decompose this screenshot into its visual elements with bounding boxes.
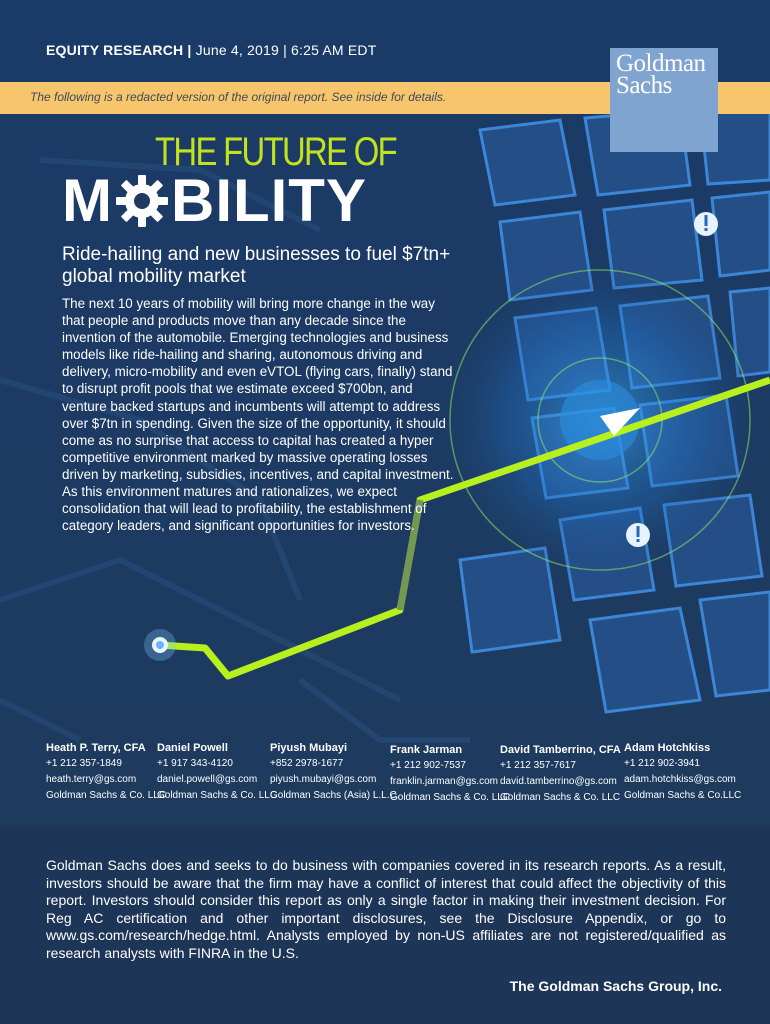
analyst-card: [270, 740, 400, 804]
analyst-email[interactable]: heath.terry@gs.com: [46, 774, 137, 785]
title-letter-m: M: [62, 167, 113, 234]
analyst-card: [157, 740, 277, 804]
logo-line-1: Goldman: [616, 50, 706, 77]
analyst-email[interactable]: david.tamberrino@gs.com: [500, 776, 617, 787]
goldman-sachs-logo: [610, 48, 718, 152]
analyst-phone: +1 212 902-7537: [390, 760, 466, 771]
analyst-email[interactable]: franklin.jarman@gs.com: [390, 776, 498, 787]
header-separator: |: [187, 42, 192, 58]
analyst-name: Adam Hotchkiss: [624, 742, 711, 754]
analyst-phone: +1 917 343-4120: [157, 758, 233, 769]
analyst-name: David Tamberrino, CFA: [500, 744, 621, 756]
analyst-name: Daniel Powell: [157, 742, 228, 754]
analyst-name: Piyush Mubayi: [270, 742, 348, 754]
title-line-2: [62, 166, 367, 235]
analyst-firm: Goldman Sachs & Co. LLC: [157, 790, 278, 801]
report-datetime: June 4, 2019 | 6:25 AM EDT: [195, 42, 377, 58]
redaction-notice: The following is a redacted version of the original report. See inside for details.: [30, 90, 447, 104]
report-summary: The next 10 years of mobility will bring more change in the way that people and products move than any decade since the invention of the automobile. Emerging technologies and business models like ride-hailing and sharing, autonomous driving and delivery, micro-mobility and even eVTOL (flying cars, finally) stand to disrupt profit pools that we estimate exceed $700bn, and venture backed startups and incumbents will attempt to address over $7tn in spending. Given the size of the opportunity, it should come as no surprise that access to capital has created a hyper competitive environment marked by massive operating losses driven by marketing, subsidies, incentives, and capital investment. As this environment matures and rationalizes, we expect consolidation that will lead to profitability, the establishment of category leaders, and significant opportunities for investors.: [62, 296, 454, 534]
analyst-email[interactable]: adam.hotchkiss@gs.com: [624, 774, 736, 785]
title-line-1: THE FUTURE OF: [155, 130, 397, 174]
analyst-name: Frank Jarman: [390, 744, 463, 756]
company-name: The Goldman Sachs Group, Inc.: [509, 978, 722, 994]
analyst-firm: Goldman Sachs (Asia) L.L.C.: [270, 790, 400, 801]
analyst-phone: +1 212 902-3941: [624, 758, 700, 769]
disclosure-text: Goldman Sachs does and seeks to do business with companies covered in its research reports. As a result, investors should be aware that the firm may have a conflict of interest that could affect the objectivity of this report. Investors should consider this report as only a single factor in making their investment decision. For Reg AC certification and other important disclosures, see the Disclosure Appendix, or go to www.gs.com/research/hedge.html. Analysts employed by non-US affiliates are not registered/qualified as research analysts with FINRA in the U.S.: [46, 857, 726, 961]
analyst-card: [46, 740, 166, 804]
analyst-firm: Goldman Sachs & Co. LLC: [46, 790, 167, 801]
report-header: [46, 42, 376, 58]
analyst-list: [0, 740, 770, 810]
analyst-card: [500, 742, 621, 806]
analyst-phone: +1 212 357-1849: [46, 758, 122, 769]
gear-icon: [114, 173, 170, 229]
logo-line-2: Sachs: [616, 72, 672, 99]
report-subtitle: Ride-hailing and new businesses to fuel $7tn+ global mobility market: [62, 244, 451, 287]
analyst-firm: Goldman Sachs & Co. LLC: [390, 792, 511, 803]
analyst-firm: Goldman Sachs & Co.LLC: [624, 790, 742, 801]
report-section: EQUITY RESEARCH: [46, 42, 184, 58]
analyst-phone: +852 2978-1677: [270, 758, 344, 769]
analyst-phone: +1 212 357-7617: [500, 760, 576, 771]
analyst-card: [624, 740, 741, 804]
analyst-email[interactable]: piyush.mubayi@gs.com: [270, 774, 377, 785]
analyst-name: Heath P. Terry, CFA: [46, 742, 146, 754]
title-rest: BILITY: [170, 167, 367, 234]
analyst-email[interactable]: daniel.powell@gs.com: [157, 774, 258, 785]
analyst-card: [390, 742, 510, 806]
analyst-firm: Goldman Sachs & Co. LLC: [500, 792, 621, 803]
